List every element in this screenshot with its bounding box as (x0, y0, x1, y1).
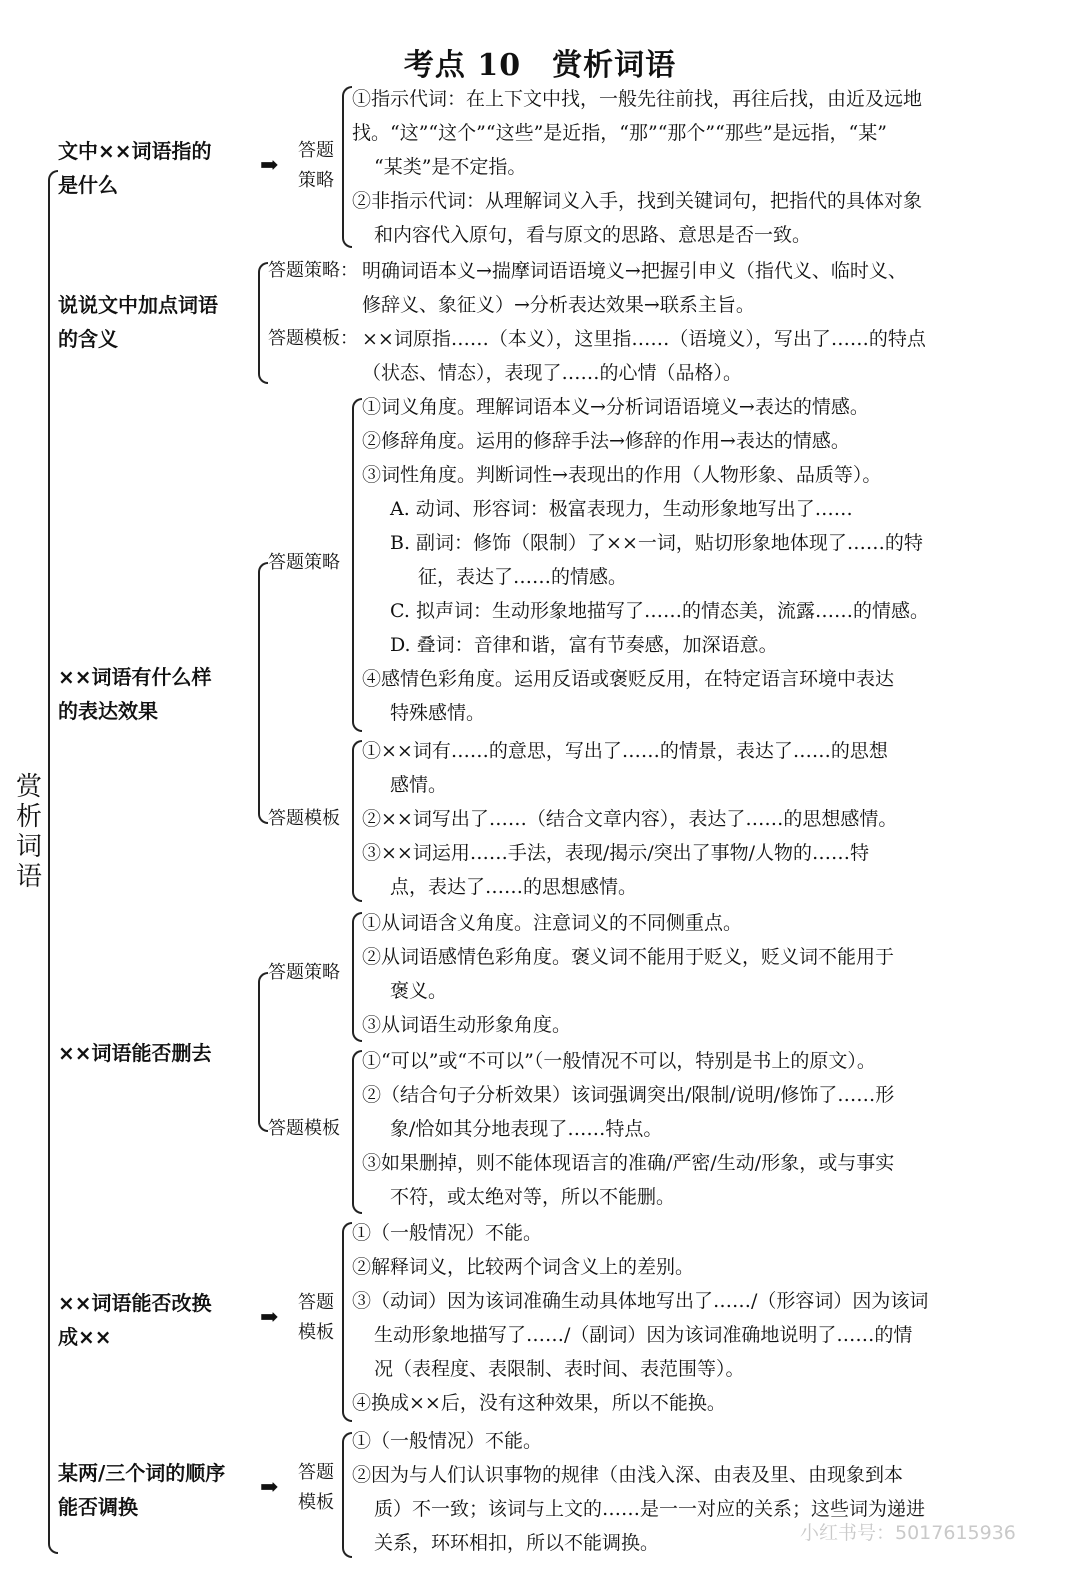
section-4-strategy-content: ①从词语含义角度。注意词义的不同侧重点。 ②从词语感情色彩角度。褒义词不能用于贬义，贬义词不能用于 褒义。 ③从词语生动形象角度。 (362, 912, 895, 1036)
category-strategy: 答题 策略 (298, 140, 334, 191)
watermark: 小红书号：5017615936 (800, 1522, 1016, 1544)
section-4-template-content: ①“可以”或“不可以”（一般情况不可以，特别是书上的原文）。 ②（结合句子分析效果）该词强调突出/限制/说明/修饰了……形 象/恰如其分地表现了……特点。 ③如果删掉，则不能体现语言的准确/严密/生动/形象，或与事实 不符，或太绝对等，所以不能删。 (362, 1050, 895, 1208)
section-6-content: ①（一般情况）不能。 ②因为与人们认识事物的规律（由浅入深、由表及里、由现象到本 质）不一致；该词与上文的……是一一对应的关系；这些词为递进 关系，环环相扣，所以不能调换。 (352, 1430, 926, 1554)
topic-4: ××词语能否删去 (58, 1041, 212, 1065)
section-1-content: ①指示代词：在上下文中找，一般先往前找，再往后找，由近及远地 找。“这”“这个”“这些”是近指，“那”“那个”“那些”是远指，“某” “某类”是不定指。 ②非指示代词：从理解词义入手，找到关键词句，把指代的具体对象 和内容代入原句，看与原文的思路、意思是否一致。 (352, 88, 923, 246)
section-3-strategy-content: ①词义角度。理解词语本义→分析词语语境义→表达的情感。 ②修辞角度。运用的修辞手法→修辞的作用→表达的情感。 ③词性角度。判断词性→表现出的作用（人物形象、品质等）。 A. 动词、形容词：极富表现力，生动形象地写出了…… B. 副词：修饰（限制）了××一词，贴切形象地体现了……的特 征，表达了……的情感。 C. 拟声词：生动形象地描写了……的情态美，流露……的情感。 D. 叠词：音律和谐，富有节奏感，加深语意。 ④感情色彩角度。运用反语或褒贬反用，在特定语言环境中表达 特殊感情。 (362, 396, 929, 724)
section-6-brace (342, 1432, 352, 1558)
category-template: 答题模板 (268, 1118, 340, 1139)
arrow-icon: ➡ (260, 1304, 279, 1330)
section-1-brace (342, 86, 352, 248)
topic-1: 文中××词语指的 是什么 (58, 139, 212, 197)
section-5-brace (342, 1222, 352, 1422)
section-5-content: ①（一般情况）不能。 ②解释词义，比较两个词含义上的差别。 ③（动词）因为该词准确生动具体地写出了……/（形容词）因为该词 生动形象地描写了……/（副词）因为该词准确地说明了……的情 况（表程度、表限制、表时间、表范围等）。 ④换成××后，没有这种效果，所以不能换。 (352, 1222, 929, 1414)
arrow-icon: ➡ (260, 1474, 279, 1500)
topic-3: ××词语有什么样 的表达效果 (58, 665, 212, 723)
section-2-strategy-content: 明确词语本义→揣摩词语语境义→把握引申义（指代义、临时义、 修辞义、象征义）→分析表达效果→联系主旨。 (362, 260, 907, 316)
category-template: 答题 模板 (298, 1292, 334, 1343)
section-3-template-brace (352, 740, 362, 902)
topic-6: 某两/三个词的顺序 能否调换 (58, 1461, 226, 1519)
category-template: 答题 模板 (298, 1462, 334, 1513)
category-strategy: 答题策略： (268, 260, 358, 281)
section-2-brace (258, 262, 268, 384)
section-3-template-content: ①××词有……的意思，写出了……的情景，表达了……的思想 感情。 ②××词写出了……（结合文章内容），表达了……的思想感情。 ③××词运用……手法，表现/揭示/突出了事物/人物的……特 点，表达了……的思想感情。 (362, 740, 898, 898)
section-4-strategy-brace (352, 912, 362, 1042)
category-strategy: 答题策略 (268, 962, 340, 983)
root-brace (48, 170, 58, 1554)
section-4-brace (258, 972, 268, 1132)
category-template: 答题模板 (268, 808, 340, 829)
page-title: 考点 10 赏析词语 (403, 48, 677, 83)
section-2-template-content: ××词原指……（本义），这里指……（语境义），写出了……的特点 （状态、情态），表现了……的心情（品格）。 (362, 328, 926, 384)
category-template: 答题模板： (268, 328, 358, 349)
section-4-template-brace (352, 1050, 362, 1214)
section-3-strategy-brace (352, 398, 362, 732)
arrow-icon: ➡ (260, 152, 279, 178)
section-3-brace (258, 562, 268, 824)
root-label: 赏 析 词 语 (15, 772, 42, 892)
topic-2: 说说文中加点词语 的含义 (58, 293, 218, 351)
category-strategy: 答题策略 (268, 552, 340, 573)
topic-5: ××词语能否改换 成×× (58, 1291, 212, 1349)
